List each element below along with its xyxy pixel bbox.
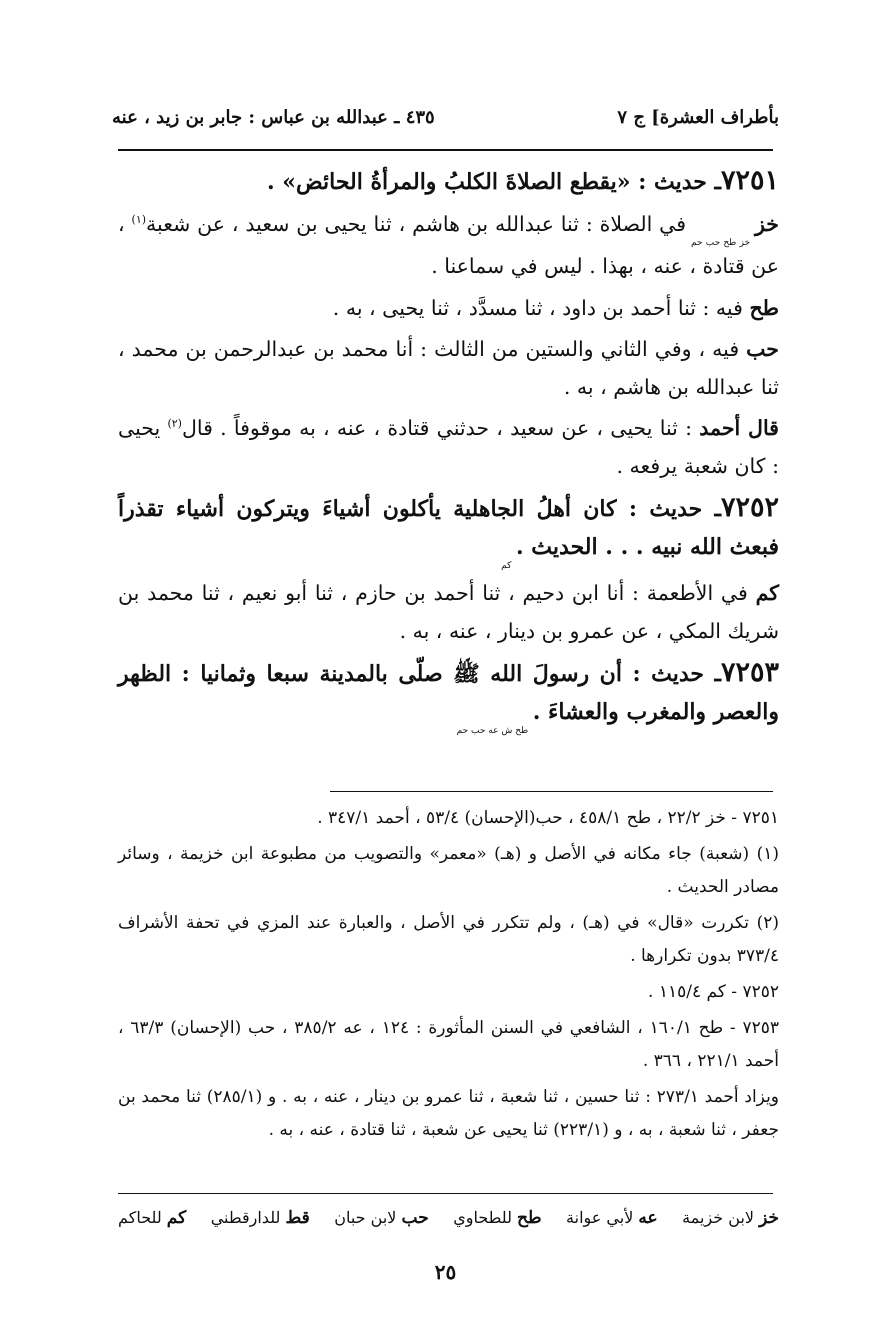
source-text-rest: يحيى : كان شعبة يرفعه .: [118, 416, 779, 478]
footnote: ٧٢٥٣ - طح ١٦٠/١ ، الشافعي في السنن المأثورة : ١٢٤ ، عه ٣٨٥/٢ ، حب (الإحسان) ٦٣/٣ ، أحمد ٢٢١/١ ، ٣٦٦ .: [118, 1018, 779, 1071]
hadith-number: ٧٢٥٣: [720, 657, 779, 688]
legend-name: لابن حبان: [334, 1208, 397, 1227]
source-label: كم: [755, 581, 779, 605]
hadith-title: ـ حديث : كان أهلُ الجاهلية يأكلون أشياءَ ويتركون أشياء تقذراً فبعث الله نبيه . . . الحديث .: [118, 496, 779, 560]
footnote-marker: (٢): [167, 417, 182, 431]
footnote: (٢) تكررت «قال» في (هـ) ، ولم تتكرر في الأصل ، والعبارة عند المزي في تحفة الأشراف ٣٧٣/٤ بدون تكرارها .: [118, 913, 779, 966]
header-chapter: ٤٣٥ ـ عبدالله بن عباس : جابر بن زيد ، عنه: [112, 106, 435, 128]
hadith-7251-heading: [118, 162, 779, 202]
legend-name: للدارقطني: [210, 1208, 281, 1227]
hadith-7251-source-th: [118, 290, 779, 328]
footnote-rule: [330, 791, 773, 792]
sigla-list: خز طح حب حم: [690, 237, 751, 248]
legend-abbr: عه: [638, 1208, 658, 1228]
main-text: [118, 162, 779, 740]
footnotes: [118, 802, 779, 1150]
footnote: ٧٢٥١ - خز ٢٢/٢ ، طح ٤٥٨/١ ، حب(الإحسان) ٥٣/٤ ، أحمد ٣٤٧/١ .: [317, 808, 779, 828]
legend-abbr: حب: [401, 1208, 429, 1228]
legend-abbr: كم: [166, 1208, 187, 1228]
source-label: حب: [746, 337, 779, 361]
legend-abbr: قط: [285, 1208, 310, 1228]
source-text: فيه ، وفي الثاني والستين من الثالث : أنا محمد بن عبدالرحمن بن محمد ، ثنا عبدالله بن هاشم ، به .: [118, 337, 779, 399]
hadith-7253-heading: [118, 654, 779, 736]
hadith-number: ٧٢٥١: [720, 165, 779, 196]
hadith-7251-source-khz: [118, 206, 779, 286]
page-number: ٢٥: [434, 1260, 457, 1284]
footnote-marker: (١): [131, 212, 147, 226]
legend-item: [118, 1208, 186, 1228]
footnote: (١) (شعبة) جاء مكانه في الأصل و (هـ) «معمر» والتصويب من مطبوعة ابن خزيمة ، وسائر مصادر الحديث .: [118, 844, 779, 897]
footnote: ٧٢٥٢ - كم ١١٥/٤ .: [648, 982, 779, 1002]
source-text: : ثنا يحيى ، عن سعيد ، حدثني قتادة ، عنه ، به موقوفاً . قال: [181, 416, 692, 440]
legend-name: للحاكم: [118, 1208, 162, 1227]
legend-name: للطحاوي: [453, 1208, 512, 1227]
legend-item: [453, 1208, 541, 1228]
legend-rule: [118, 1193, 773, 1194]
source-label: قال أحمد: [699, 416, 779, 440]
legend-item: [566, 1208, 658, 1228]
hadith-title: ـ حديث : «يقطع الصلاةَ الكلبُ والمرأةُ الحائض» .: [266, 169, 721, 195]
sigla-list: طح ش عه حب حم: [456, 725, 529, 736]
hadith-title: ـ حديث : أن رسولَ الله ﷺ صلّى بالمدينة سبعا وثمانيا : الظهر والعصر والمغرب والعشاءَ .: [118, 661, 779, 725]
sigla-list: كم: [501, 560, 512, 571]
source-text: فيه : ثنا أحمد بن داود ، ثنا مسدَّد ، ثنا يحيى ، به .: [332, 295, 743, 320]
source-label: طح: [749, 295, 779, 320]
hadith-number: ٧٢٥٢: [720, 492, 779, 523]
hadith-7251-source-hb: [118, 331, 779, 406]
abbreviation-legend: [118, 1200, 779, 1236]
source-text-rest: ، عن قتادة ، عنه ، بهذا . ليس في سماعنا .: [118, 211, 779, 278]
legend-item: [334, 1208, 428, 1228]
legend-item: [682, 1208, 779, 1228]
legend-abbr: خز: [759, 1208, 779, 1228]
legend-item: [211, 1208, 310, 1228]
hadith-7251-source-ahmad: [118, 410, 779, 485]
header-volume: بأطراف العشرة] ج ٧: [617, 106, 779, 128]
header-rule: [118, 149, 773, 151]
legend-name: لابن خزيمة: [682, 1208, 755, 1227]
source-text: في الأطعمة : أنا ابن دحيم ، ثنا أحمد بن حازم ، ثنا أبو نعيم ، ثنا محمد بن شريك المكي ، عن عمرو بن دينار ، عنه ، به .: [118, 581, 779, 643]
running-header: [112, 100, 779, 134]
footnote: ويزاد أحمد ٢٧٣/١ : ثنا حسين ، ثنا شعبة ، ثنا عمرو بن دينار ، عنه ، به . و (٢٨٥/١) ثنا محمد بن جعفر ، ثنا شعبة ، به ، و (٢٢٣/١) ثنا يحيى عن شعبة ، ثنا قتادة ، عنه ، به .: [118, 1087, 780, 1140]
legend-name: لأبي عوانة: [566, 1208, 634, 1227]
source-text: في الصلاة : ثنا عبدالله بن هاشم ، ثنا يحيى بن سعيد ، عن شعبة: [146, 211, 687, 236]
source-label: خز: [755, 211, 779, 236]
hadith-7252-heading: [118, 489, 779, 571]
legend-abbr: طح: [517, 1208, 542, 1228]
hadith-7252-source-km: [118, 575, 779, 650]
